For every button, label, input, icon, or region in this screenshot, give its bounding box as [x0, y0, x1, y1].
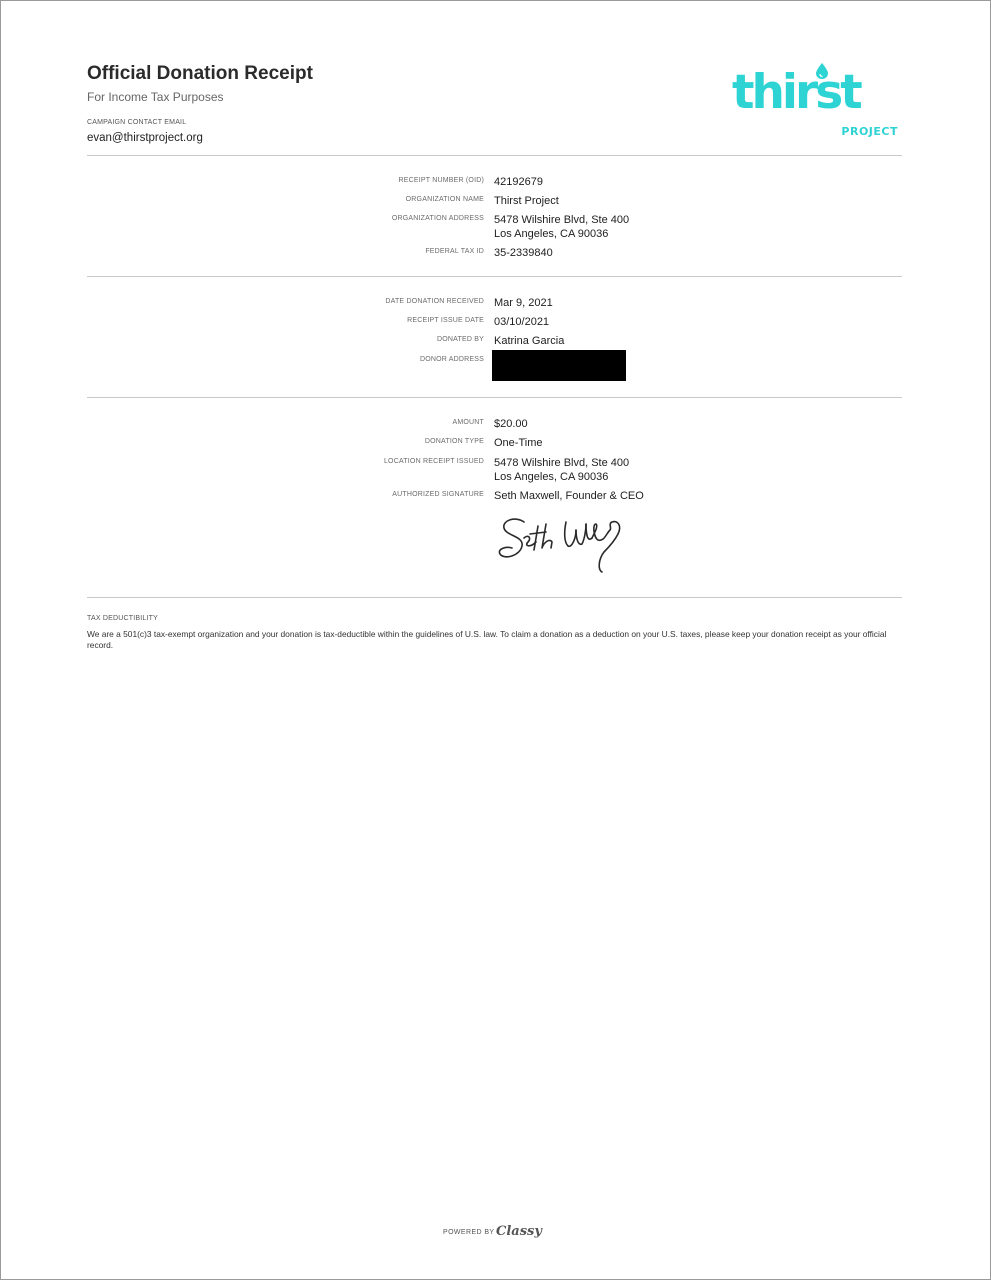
donated-by-value: Katrina Garcia — [494, 335, 565, 347]
powered-by-footer — [443, 1224, 563, 1242]
donor-address-label: DONOR ADDRESS — [419, 356, 484, 363]
date-received-value: Mar 9, 2021 — [494, 297, 553, 309]
logo-subtext: PROJECT — [841, 125, 898, 138]
logo-wordmark: thirst — [732, 65, 860, 120]
receipt-number-value: 42192679 — [494, 176, 543, 188]
issue-date-value: 03/10/2021 — [494, 316, 550, 328]
organization-address-line2: Los Angeles, CA 90036 — [494, 228, 609, 240]
page-title: Official Donation Receipt — [87, 63, 313, 84]
organization-address-value — [494, 213, 629, 241]
donation-type-value: One-Time — [494, 437, 543, 449]
page-subtitle: For Income Tax Purposes — [87, 90, 224, 104]
authorized-signature-label: AUTHORIZED SIGNATURE — [392, 491, 484, 498]
receipt-header — [87, 63, 902, 155]
federal-tax-id-label: FEDERAL TAX ID — [425, 248, 484, 255]
signature-image — [494, 508, 638, 580]
organization-name-label: ORGANIZATION NAME — [405, 196, 484, 203]
location-issued-line1: 5478 Wilshire Blvd, Ste 400 — [494, 457, 630, 469]
location-issued-label: LOCATION RECEIPT ISSUED — [383, 458, 484, 465]
federal-tax-id-value: 35-2339840 — [494, 247, 553, 259]
location-issued-value — [494, 456, 629, 484]
contact-email-label: CAMPAIGN CONTACT EMAIL — [87, 119, 187, 126]
date-received-label: DATE DONATION RECEIVED — [385, 298, 484, 305]
powered-by-label: POWERED BY — [443, 1229, 495, 1236]
organization-address-label: ORGANIZATION ADDRESS — [391, 215, 484, 222]
thirst-project-logo — [732, 63, 902, 143]
amount-label: AMOUNT — [452, 419, 484, 426]
tax-deductibility-text: We are a 501(c)3 tax-exempt organization and your donation is tax-deductible within the guidelines of U.S. law. To claim a donation as a deduction on your U.S. taxes, please keep your donation receipt as your official record. — [87, 629, 887, 650]
redacted-donor-address — [492, 350, 626, 381]
tax-deductibility-title: TAX DEDUCTIBILITY — [87, 615, 158, 622]
location-issued-line2: Los Angeles, CA 90036 — [494, 471, 609, 483]
authorized-signature-name: Seth Maxwell, Founder & CEO — [494, 490, 644, 502]
amount-value: $20.00 — [494, 418, 528, 430]
organization-name-value: Thirst Project — [494, 195, 559, 207]
divider — [87, 155, 902, 156]
receipt-number-label: RECEIPT NUMBER (OID) — [398, 177, 484, 184]
donated-by-label: DONATED BY — [437, 336, 484, 343]
divider — [87, 597, 902, 598]
contact-email-value: evan@thirstproject.org — [87, 132, 203, 144]
organization-address-line1: 5478 Wilshire Blvd, Ste 400 — [494, 214, 630, 226]
classy-logo: Classy — [496, 1224, 542, 1239]
donation-type-label: DONATION TYPE — [424, 438, 484, 445]
issue-date-label: RECEIPT ISSUE DATE — [407, 317, 484, 324]
divider — [87, 397, 902, 398]
divider — [87, 276, 902, 277]
